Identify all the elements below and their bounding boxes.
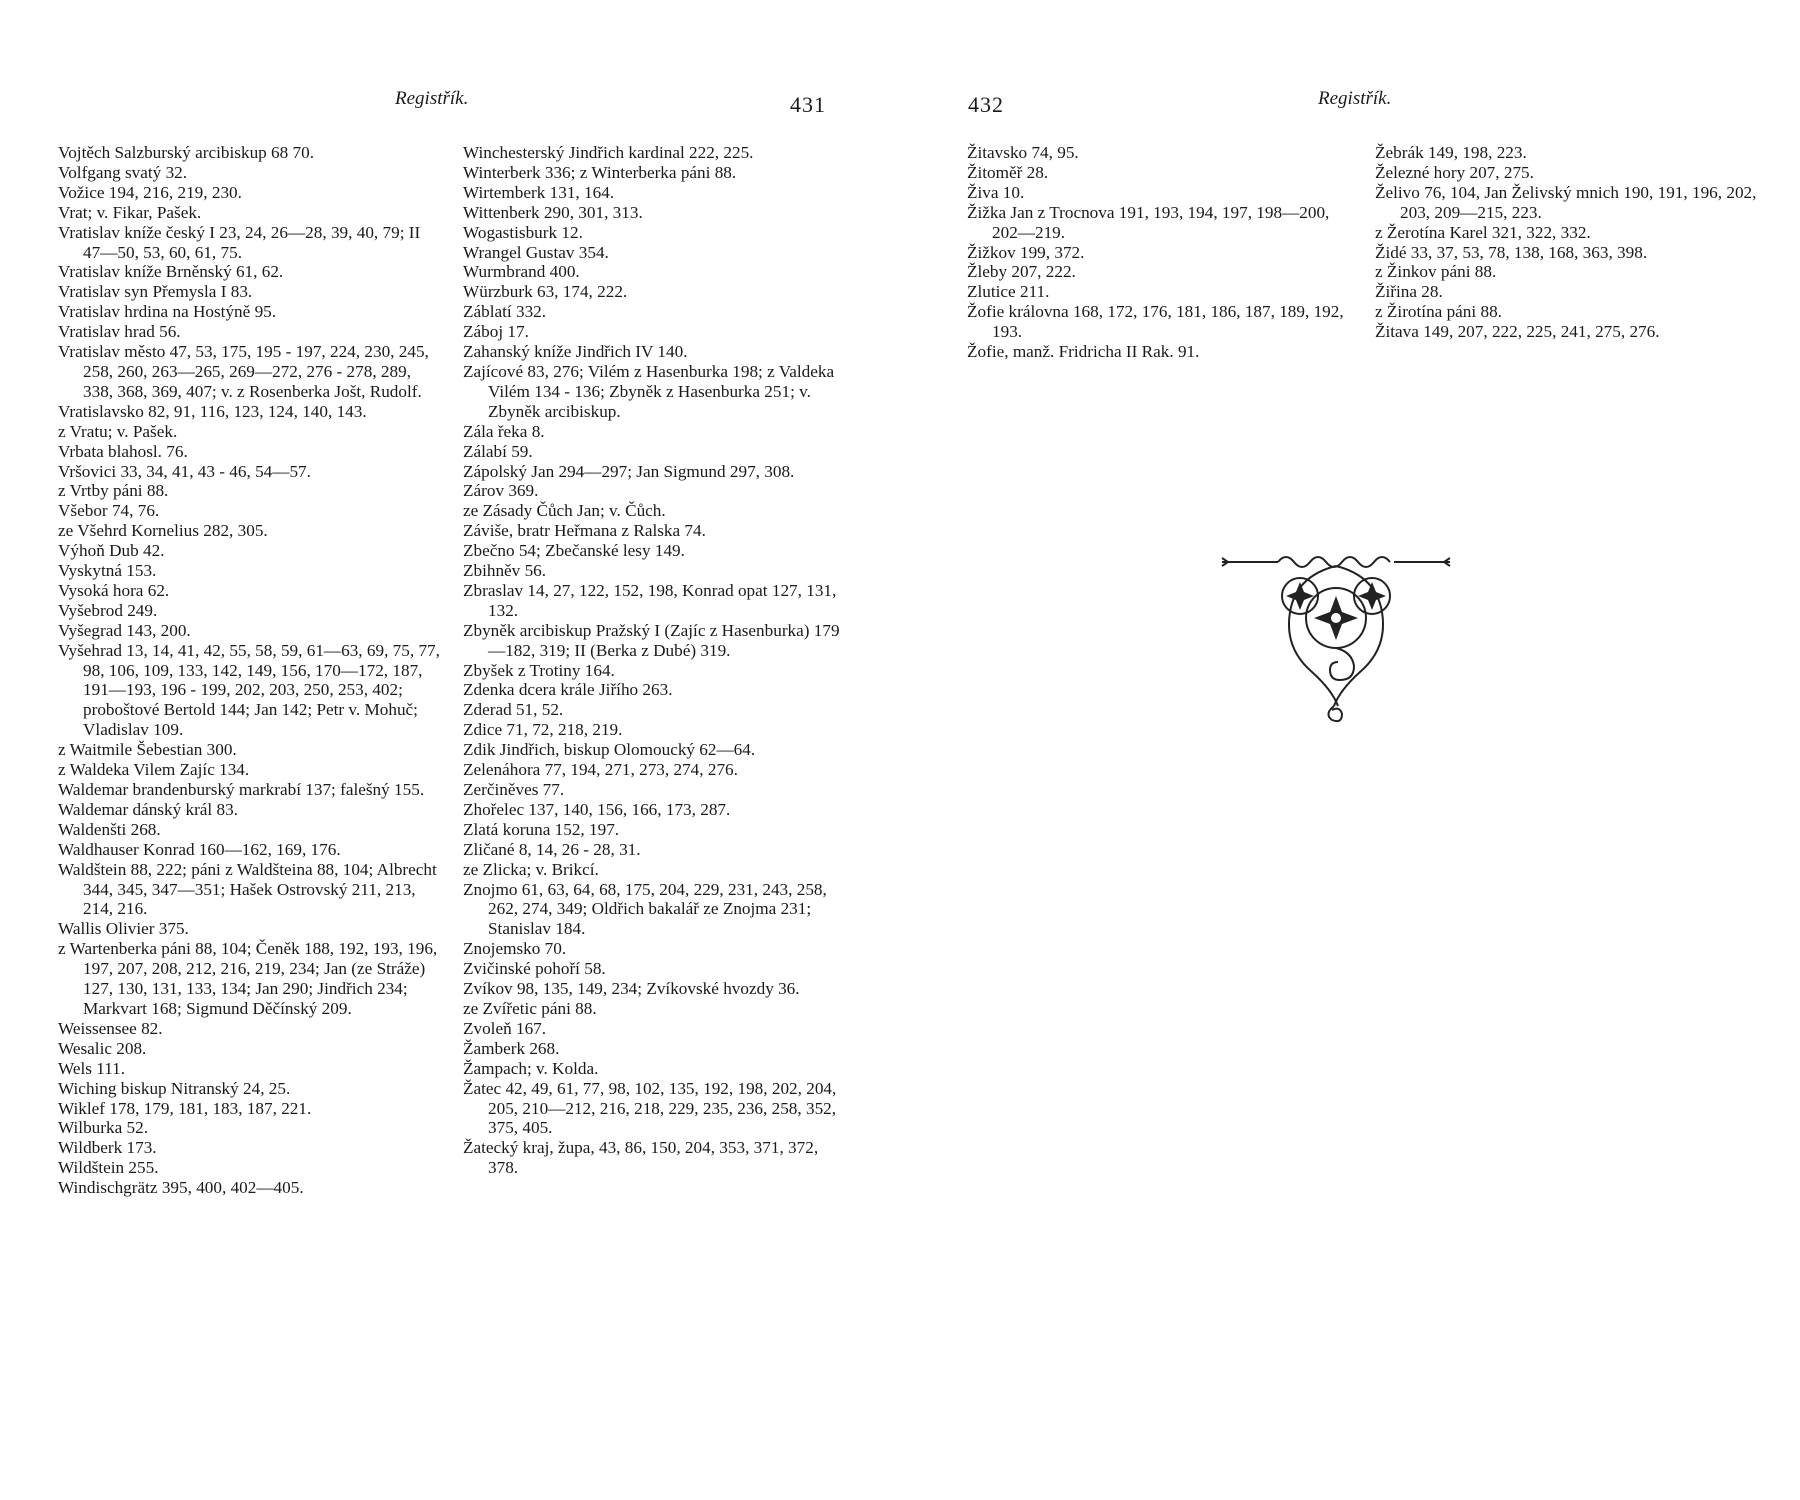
index-entry: Vrbata blahosl. 76. — [58, 441, 188, 461]
right-page-number: 432 — [968, 92, 1004, 117]
index-entry: ze Všehrd Kornelius 282, 305. — [58, 521, 268, 541]
index-entry: Wrangel Gustav 354. — [463, 242, 609, 262]
index-entry: Zdenka dcera krále Jiřího 263. — [463, 680, 673, 700]
index-entry: Vojtěch Salzburský arcibiskup 68 70. — [58, 143, 315, 162]
index-entry: z Waitmile Šebestian 300. — [58, 740, 237, 760]
index-entry: Zdice 71, 72, 218, 219. — [463, 720, 623, 740]
index-entry: Waldemar brandenburský markrabí 137; falešný 155. — [58, 780, 425, 799]
index-entry: Wildberk 173. — [58, 1138, 157, 1158]
index-entry: Zbyněk arcibiskup Pražský I (Zajíc z Hasenburka) 179—182, 319; II (Berka z Dubé) 319. — [463, 620, 840, 660]
index-entry: Wels 111. — [58, 1058, 126, 1078]
index-entry: Weissensee 82. — [58, 1018, 163, 1038]
index-entry: Zelenáhora 77, 194, 271, 273, 274, 276. — [463, 760, 738, 780]
index-column-2 — [463, 143, 845, 1178]
index-entry: Žamberk 268. — [463, 1038, 560, 1058]
index-entry: Vratislav kníže český I 23, 24, 26—28, 39, 40, 79; II 47—50, 53, 60, 61, 75. — [58, 222, 421, 262]
index-entry: Zerčiněves 77. — [463, 780, 565, 799]
index-entry: Waldštein 88, 222; páni z Waldšteina 88, 104; Albrecht 344, 345, 347—351; Hašek Ostrovský 211, 213, 214, 216. — [58, 859, 437, 919]
index-entry: Žebrák 149, 198, 223. — [1375, 143, 1527, 162]
index-entry: Žofie, manž. Fridricha II Rak. 91. — [967, 342, 1200, 362]
index-entry: Zdik Jindřich, biskup Olomoucký 62—64. — [463, 740, 756, 760]
index-entry: Vrat; v. Fikar, Pašek. — [58, 202, 202, 222]
index-entry: Wirtemberk 131, 164. — [463, 182, 615, 202]
index-entry: Vratislav město 47, 53, 175, 195 - 197, 224, 230, 245, 258, 260, 263—265, 269—272, 276 - 278, 289, 338, 368, 369, 407; v. z Rosenberka Jošt, Rudolf. — [58, 342, 429, 401]
index-entry: Wilburka 52. — [58, 1118, 148, 1138]
index-entry: Waldenšti 268. — [58, 819, 161, 839]
index-entry: Žatec 42, 49, 61, 77, 98, 102, 135, 192, 198, 202, 204, 205, 210—212, 216, 218, 229, 235, 236, 258, 352, 375, 405. — [463, 1078, 837, 1138]
index-entry: z Žirotína páni 88. — [1375, 302, 1502, 322]
index-entry: Volfgang svatý 32. — [58, 162, 188, 182]
index-entry: Žofie královna 168, 172, 176, 181, 186, 187, 189, 192, 193. — [967, 302, 1344, 342]
index-entry: Všebor 74, 76. — [58, 501, 160, 521]
index-entry: Zlutice 211. — [967, 282, 1050, 302]
index-entry: Žampach; v. Kolda. — [463, 1058, 599, 1078]
right-page-running-head: Registřík. — [1318, 88, 1392, 109]
index-entry: z Vratu; v. Pašek. — [58, 421, 178, 441]
index-entry: Žitoměř 28. — [967, 162, 1049, 182]
floral-ornament-icon — [1218, 548, 1454, 724]
index-entry: Železné hory 207, 275. — [1375, 162, 1534, 182]
index-entry: Vysoká hora 62. — [58, 580, 170, 600]
index-entry: Židé 33, 37, 53, 78, 138, 168, 363, 398. — [1375, 242, 1648, 262]
index-entry: Záblatí 332. — [463, 302, 547, 322]
index-entry: Zderad 51, 52. — [463, 700, 564, 720]
index-entry: Winchesterský Jindřich kardinal 222, 225. — [463, 143, 754, 162]
index-entry: Žitavsko 74, 95. — [967, 143, 1079, 162]
index-entry: Vratislav kníže Brněnský 61, 62. — [58, 262, 284, 282]
index-entry: z Žerotína Karel 321, 322, 332. — [1375, 222, 1591, 242]
index-entry: Zajícové 83, 276; Vilém z Hasenburka 198; z Valdeka Vilém 134 - 136; Zbyněk z Hasenburka 251; v. Zbyněk arcibiskup. — [463, 361, 835, 421]
index-entry: Zvíkov 98, 135, 149, 234; Zvíkovské hvozdy 36. — [463, 979, 800, 999]
index-entry: Wesalic 208. — [58, 1038, 147, 1058]
index-entry: Winterberk 336; z Winterberka páni 88. — [463, 162, 737, 182]
index-entry: Vyskytná 153. — [58, 561, 157, 581]
index-entry: z Žinkov páni 88. — [1375, 262, 1497, 282]
index-entry: Zvičinské pohoří 58. — [463, 959, 606, 979]
index-entry: Želivo 76, 104, Jan Želivský mnich 190, 191, 196, 202, 203, 209—215, 223. — [1375, 182, 1757, 222]
index-entry: Zahanský kníže Jindřich IV 140. — [463, 342, 688, 362]
index-entry: Vršovici 33, 34, 41, 43 - 46, 54—57. — [58, 461, 311, 481]
index-entry: Výhoň Dub 42. — [58, 541, 165, 561]
index-entry: Vratislav hrdina na Hostýně 95. — [58, 302, 277, 322]
index-entry: Vožice 194, 216, 219, 230. — [58, 182, 242, 202]
index-entry: Waldemar dánský král 83. — [58, 799, 238, 819]
left-page-running-head: Registřík. — [395, 88, 469, 109]
index-entry: ze Zvířetic páni 88. — [463, 998, 597, 1018]
index-entry: Zlatá koruna 152, 197. — [463, 819, 620, 839]
index-entry: ze Zásady Čůch Jan; v. Čůch. — [463, 501, 666, 521]
index-entry: Žitava 149, 207, 222, 225, 241, 275, 276. — [1375, 322, 1660, 342]
index-entry: Vratislavsko 82, 91, 116, 123, 124, 140, 143. — [58, 401, 367, 421]
index-entry: Wogastisburk 12. — [463, 222, 583, 242]
index-entry: Zbečno 54; Zbečanské lesy 149. — [463, 541, 685, 561]
index-entry: Waldhauser Konrad 160—162, 169, 176. — [58, 839, 341, 859]
index-column-4 — [1375, 143, 1757, 342]
index-entry: Žleby 207, 222. — [967, 262, 1076, 282]
index-entry: Windischgrätz 395, 400, 402—405. — [58, 1178, 304, 1198]
index-entry: Wiching biskup Nitranský 24, 25. — [58, 1078, 291, 1098]
index-entry: Žižka Jan z Trocnova 191, 193, 194, 197, 198—200, 202—219. — [967, 202, 1330, 242]
index-entry: Zvoleň 167. — [463, 1018, 547, 1038]
index-entry: Žatecký kraj, župa, 43, 86, 150, 204, 353, 371, 372, 378. — [463, 1138, 819, 1178]
index-entry: Vyšehrad 13, 14, 41, 42, 55, 58, 59, 61—63, 69, 75, 77, 98, 106, 109, 133, 142, 149, 156, 170—172, 187, 191—193, 196 - 199, 202, 203, 250, 253, 402; proboštové Bertold 144; Jan 142; Petr v. Mohuč; Vladislav 109. — [58, 640, 440, 740]
index-entry: Wurmbrand 400. — [463, 262, 580, 282]
index-entry: Žiřina 28. — [1375, 282, 1443, 302]
index-entry: Wittenberk 290, 301, 313. — [463, 202, 643, 222]
index-entry: Žižkov 199, 372. — [967, 242, 1085, 262]
index-entry: Vyšebrod 249. — [58, 600, 158, 620]
index-entry: Zličané 8, 14, 26 - 28, 31. — [463, 839, 641, 859]
index-entry: Zhořelec 137, 140, 156, 166, 173, 287. — [463, 799, 731, 819]
index-entry: Wallis Olivier 375. — [58, 919, 189, 939]
index-entry: Vratislav syn Přemysla I 83. — [58, 282, 253, 302]
index-entry: Znojemsko 70. — [463, 939, 567, 959]
index-entry: Zápolský Jan 294—297; Jan Sigmund 297, 308. — [463, 461, 795, 481]
index-entry: Zbihněv 56. — [463, 561, 547, 581]
index-entry: Znojmo 61, 63, 64, 68, 175, 204, 229, 231, 243, 258, 262, 274, 349; Oldřich bakalář ze Znojma 231; Stanislav 184. — [463, 879, 827, 939]
index-entry: Vyšegrad 143, 200. — [58, 620, 191, 640]
index-entry: z Waldeka Vilem Zajíc 134. — [58, 760, 250, 780]
index-entry: z Wartenberka páni 88, 104; Čeněk 188, 192, 193, 196, 197, 207, 208, 212, 216, 219, 234; Jan (ze Stráže) 127, 130, 131, 133, 134; Jan 290; Jindřich 234; Markvart 168; Sigmund Děčínský 209. — [58, 939, 438, 1018]
index-entry: z Vrtby páni 88. — [58, 481, 169, 501]
index-entry: Vratislav hrad 56. — [58, 322, 181, 342]
index-entry: ze Zlicka; v. Brikcí. — [463, 859, 599, 879]
index-entry: Živa 10. — [967, 182, 1025, 202]
index-column-1 — [58, 143, 440, 1198]
index-entry: Zárov 369. — [463, 481, 539, 501]
index-entry: Zbraslav 14, 27, 122, 152, 198, Konrad opat 127, 131, 132. — [463, 580, 837, 620]
index-entry: Záviše, bratr Heřmana z Ralska 74. — [463, 521, 706, 541]
left-page-number: 431 — [790, 92, 826, 117]
index-entry: Zbyšek z Trotiny 164. — [463, 660, 615, 680]
index-entry: Záboj 17. — [463, 322, 529, 342]
index-entry: Würzburk 63, 174, 222. — [463, 282, 628, 302]
index-entry: Wildštein 255. — [58, 1158, 159, 1178]
index-column-3 — [967, 143, 1349, 362]
index-entry: Zála řeka 8. — [463, 421, 545, 441]
index-entry: Wiklef 178, 179, 181, 183, 187, 221. — [58, 1098, 312, 1118]
index-entry: Zálabí 59. — [463, 441, 533, 461]
